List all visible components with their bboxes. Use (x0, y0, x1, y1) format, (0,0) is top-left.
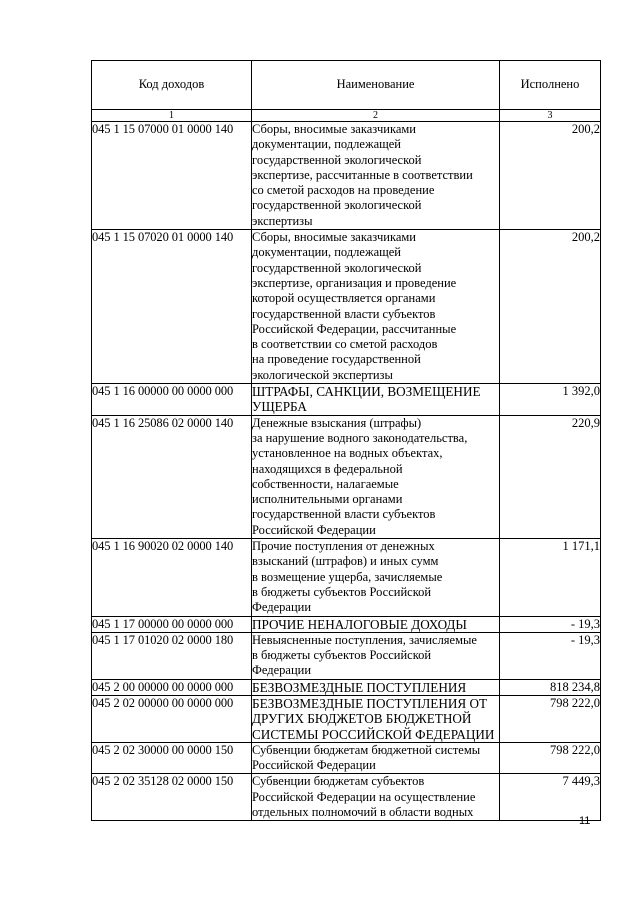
executed-amount-cell: 220,9 (500, 415, 601, 538)
revenue-code-cell: 045 2 02 00000 00 0000 000 (92, 695, 252, 742)
table-body (92, 122, 601, 821)
revenue-code-cell: 045 1 16 25086 02 0000 140 (92, 415, 252, 538)
revenue-code-cell: 045 1 17 01020 02 0000 180 (92, 632, 252, 679)
revenue-code-cell: 045 1 15 07020 01 0000 140 (92, 230, 252, 384)
column-number-2: 2 (252, 110, 500, 122)
revenue-name-cell: БЕЗВОЗМЕЗДНЫЕ ПОСТУПЛЕНИЯ (252, 679, 500, 695)
revenue-name-cell: Сборы, вносимые заказчиками документации, подлежащей государственной экологической экспертизе, организация и проведение которой осуществляется органами государственной власти субъектов Российской Федерации, рассчитанные в соответствии со сметой расходов на проведение государственной экологической экспертизы (252, 230, 500, 384)
executed-amount-cell: 818 234,8 (500, 679, 601, 695)
revenue-name-cell: БЕЗВОЗМЕЗДНЫЕ ПОСТУПЛЕНИЯ ОТ ДРУГИХ БЮДЖЕТОВ БЮДЖЕТНОЙ СИСТЕМЫ РОССИЙСКОЙ ФЕДЕРАЦИИ (252, 695, 500, 742)
revenue-name-cell: Сборы, вносимые заказчиками документации, подлежащей государственной экологической экспертизе, рассчитанные в соответствии со сметой расходов на проведение государственной экологической экспертизы (252, 122, 500, 230)
executed-amount-cell: 798 222,0 (500, 742, 601, 774)
revenue-code-cell: 045 1 15 07000 01 0000 140 (92, 122, 252, 230)
executed-amount-cell: 1 392,0 (500, 384, 601, 416)
revenue-code-cell: 045 2 02 35128 02 0000 150 (92, 774, 252, 821)
revenue-code-cell: 045 2 00 00000 00 0000 000 (92, 679, 252, 695)
revenue-code-cell: 045 2 02 30000 00 0000 150 (92, 742, 252, 774)
revenue-code-cell: 045 1 16 00000 00 0000 000 (92, 384, 252, 416)
executed-amount-cell: 200,2 (500, 122, 601, 230)
executed-amount-cell: 1 171,1 (500, 539, 601, 616)
table-row (92, 384, 601, 416)
column-number-row (92, 110, 601, 122)
revenue-table (91, 60, 601, 821)
revenue-name-cell: Денежные взыскания (штрафы) за нарушение водного законодательства, установленное на водных объектах, находящихся в федеральной собственности, налагаемые исполнительными органами государственной власти субъектов Российской Федерации (252, 415, 500, 538)
table-row (92, 679, 601, 695)
revenue-code-cell: 045 1 17 00000 00 0000 000 (92, 616, 252, 632)
executed-amount-cell: 7 449,3 (500, 774, 601, 821)
column-number-3: 3 (500, 110, 601, 122)
revenue-name-cell: ПРОЧИЕ НЕНАЛОГОВЫЕ ДОХОДЫ (252, 616, 500, 632)
executed-amount-cell: - 19,3 (500, 616, 601, 632)
revenue-name-cell: Субвенции бюджетам субъектов Российской Федерации на осуществление отдельных полномочий в области водных (252, 774, 500, 821)
revenue-name-cell: ШТРАФЫ, САНКЦИИ, ВОЗМЕЩЕНИЕ УЩЕРБА (252, 384, 500, 416)
table-row (92, 230, 601, 384)
executed-amount-cell: 798 222,0 (500, 695, 601, 742)
column-number-1: 1 (92, 110, 252, 122)
revenue-code-cell: 045 1 16 90020 02 0000 140 (92, 539, 252, 616)
table-row (92, 695, 601, 742)
header-name: Наименование (252, 61, 500, 110)
table-row (92, 632, 601, 679)
table-row (92, 616, 601, 632)
table-row (92, 742, 601, 774)
table-row (92, 539, 601, 616)
table-row (92, 415, 601, 538)
table-row (92, 122, 601, 230)
revenue-name-cell: Субвенции бюджетам бюджетной системы Российской Федерации (252, 742, 500, 774)
revenue-name-cell: Прочие поступления от денежных взысканий (штрафов) и иных сумм в возмещение ущерба, зачисляемые в бюджеты субъектов Российской Федерации (252, 539, 500, 616)
header-code: Код доходов (92, 61, 252, 110)
header-amount: Исполнено (500, 61, 601, 110)
revenue-name-cell: Невыясненные поступления, зачисляемые в бюджеты субъектов Российской Федерации (252, 632, 500, 679)
executed-amount-cell: 200,2 (500, 230, 601, 384)
page-number: 11 (579, 815, 591, 827)
table-row (92, 774, 601, 821)
table-header-row (92, 61, 601, 110)
executed-amount-cell: - 19,3 (500, 632, 601, 679)
